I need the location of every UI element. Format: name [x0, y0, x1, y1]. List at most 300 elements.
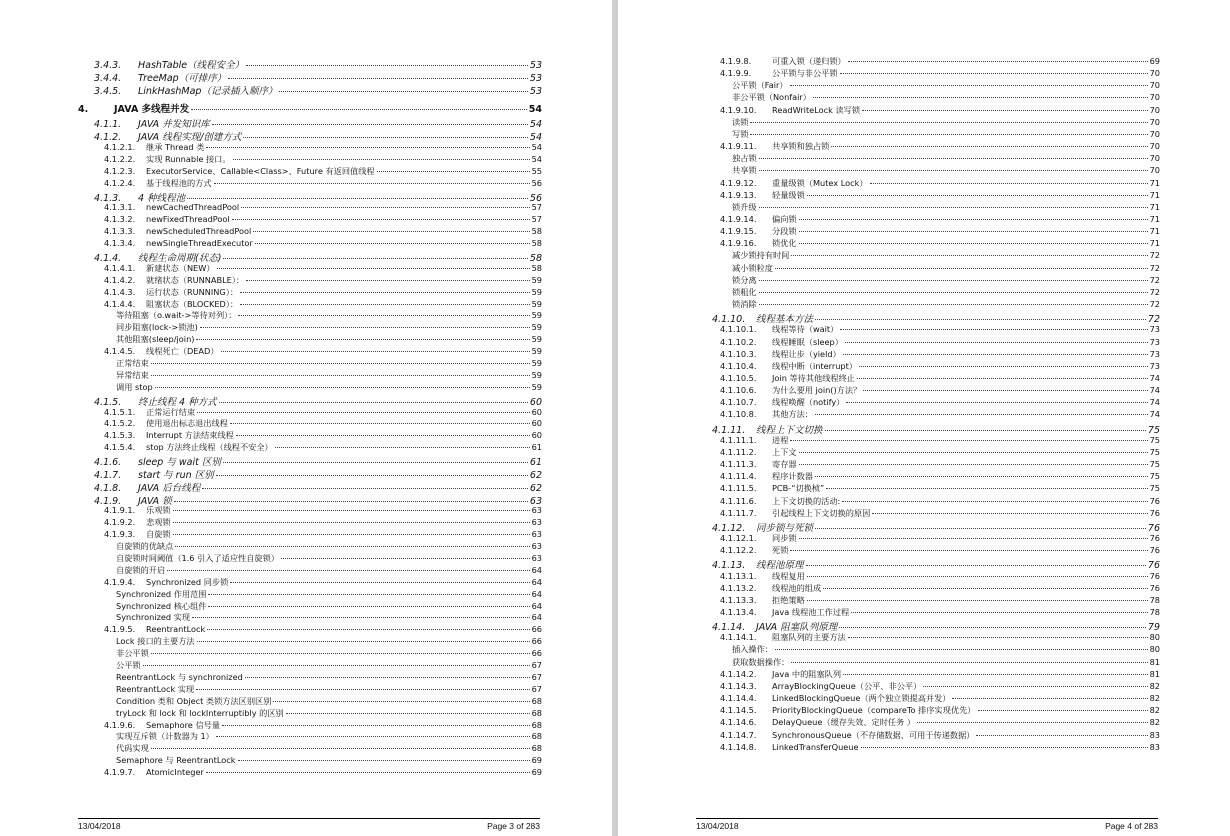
- toc-entry[interactable]: [720, 447, 1160, 458]
- toc-entry-number: 4.1.9.16.: [720, 238, 757, 249]
- toc-entry[interactable]: [712, 619, 1160, 633]
- toc-entry-title: 写锁: [732, 128, 749, 139]
- toc-entry[interactable]: [720, 397, 1160, 408]
- toc-entry-title: 阻塞队列的主要方法: [772, 632, 846, 643]
- toc-entry-page: 69: [531, 755, 542, 766]
- toc-entry[interactable]: [720, 483, 1160, 494]
- toc-entry[interactable]: [116, 731, 542, 742]
- toc-entry[interactable]: [104, 226, 542, 236]
- toc-entry[interactable]: [116, 684, 542, 695]
- toc-entry[interactable]: [732, 165, 1160, 176]
- toc-dot-leader: [923, 685, 1147, 687]
- toc-entry-page: 59: [531, 310, 542, 321]
- toc-entry-page: 63: [529, 495, 542, 507]
- toc-entry-title: 线程上下文切换: [756, 424, 823, 436]
- toc-entry[interactable]: [116, 612, 542, 623]
- toc-entry-page: 71: [1149, 238, 1160, 249]
- toc-entry-number: 4.1.10.1.: [720, 324, 757, 335]
- toc-entry[interactable]: [712, 422, 1160, 436]
- toc-entry[interactable]: [116, 382, 542, 393]
- toc-entry[interactable]: [712, 557, 1160, 571]
- toc-entry-page: 70: [1149, 128, 1160, 139]
- toc-entry-title: 同步阻塞(lock->锁池): [116, 322, 198, 333]
- toc-entry[interactable]: [116, 636, 542, 647]
- toc-entry[interactable]: [720, 68, 1160, 79]
- toc-dot-leader: [200, 326, 530, 328]
- toc-entry[interactable]: [116, 743, 542, 754]
- toc-entry-page: 76: [1149, 495, 1160, 506]
- toc-entry-page: 74: [1149, 397, 1160, 408]
- toc-entry[interactable]: [104, 178, 542, 189]
- toc-entry-page: 75: [1149, 459, 1160, 470]
- toc-dot-leader: [813, 96, 1148, 98]
- toc-entry-page: 74: [1149, 409, 1160, 420]
- toc-dot-leader: [240, 303, 529, 305]
- toc-entry-number: 4.1.6.: [94, 457, 122, 469]
- toc-entry-number: 4.1.9.12.: [720, 177, 757, 188]
- toc-dot-leader: [790, 439, 1147, 441]
- toc-entry-title: 拒绝策略: [772, 594, 805, 605]
- toc-entry-page: 63: [531, 541, 542, 551]
- toc-entry[interactable]: [732, 275, 1160, 286]
- toc-entry[interactable]: [732, 263, 1160, 274]
- toc-entry-title: 共享锁: [732, 165, 757, 176]
- toc-entry[interactable]: [104, 505, 542, 516]
- toc-dot-leader: [246, 64, 528, 66]
- toc-dot-leader: [175, 545, 529, 547]
- toc-entry[interactable]: [104, 767, 542, 777]
- toc-entry[interactable]: [732, 202, 1160, 213]
- toc-dot-leader: [230, 422, 530, 424]
- toc-entry-title: ReentrantLock 与 synchronized: [116, 671, 243, 682]
- toc-entry-page: 59: [531, 334, 542, 345]
- toc-entry[interactable]: [116, 660, 542, 671]
- toc-dot-leader: [151, 374, 530, 376]
- toc-dot-leader: [253, 230, 529, 232]
- toc-entry[interactable]: [720, 459, 1160, 470]
- page-footer-left: [78, 818, 540, 831]
- toc-entry-page: 59: [531, 322, 542, 333]
- toc-entry-page: 60: [531, 430, 542, 441]
- toc-dot-leader: [840, 328, 1147, 330]
- toc-entry-title: 公平锁与非公平锁: [772, 68, 838, 79]
- toc-dot-leader: [851, 611, 1147, 613]
- toc-entry-title: 进程: [772, 434, 789, 445]
- toc-entry[interactable]: [116, 541, 542, 552]
- toc-entry-title: 减少锁持有时间: [732, 250, 790, 261]
- toc-entry-page: 59: [531, 298, 542, 309]
- toc-entry-page: 71: [1149, 177, 1160, 188]
- toc-entry[interactable]: [720, 730, 1160, 741]
- toc-entry-number: 4.1.9.4.: [104, 576, 136, 587]
- toc-entry-page: 64: [531, 588, 542, 599]
- toc-entry[interactable]: [116, 696, 542, 707]
- toc-dot-leader: [167, 569, 529, 571]
- toc-dot-leader: [206, 146, 529, 148]
- toc-entry-page: 55: [531, 165, 542, 176]
- toc-entry[interactable]: [720, 178, 1160, 189]
- toc-entry-number: 4.1.10.: [712, 314, 746, 326]
- toc-entry[interactable]: [732, 657, 1160, 668]
- toc-entry[interactable]: [720, 361, 1160, 372]
- toc-entry-number: 4.1.10.5.: [720, 372, 757, 383]
- toc-entry[interactable]: [104, 154, 542, 165]
- toc-entry[interactable]: [720, 471, 1160, 482]
- toc-entry[interactable]: [104, 517, 542, 528]
- toc-entry[interactable]: [732, 80, 1160, 91]
- toc-dot-leader: [815, 527, 1146, 529]
- toc-entry[interactable]: [104, 720, 542, 731]
- toc-entry[interactable]: [116, 601, 542, 612]
- toc-entry-title: ExecutorService、Callable<Class>、Future 有返回值线程: [146, 165, 375, 176]
- toc-entry-page: 72: [1147, 314, 1160, 326]
- toc-entry-number: 4.1.3.4.: [104, 238, 136, 249]
- toc-entry-number: 4.1.14.: [712, 622, 746, 634]
- toc-entry-number: 4.1.14.7.: [720, 729, 757, 740]
- toc-entry-page: 76: [1149, 582, 1160, 593]
- toc-entry[interactable]: [720, 373, 1160, 384]
- toc-dot-leader: [151, 652, 530, 654]
- toc-dot-leader: [174, 500, 528, 502]
- toc-entry[interactable]: [116, 589, 542, 600]
- toc-entry-number: 4.1.10.8.: [720, 409, 757, 420]
- toc-entry-page: 58: [531, 226, 542, 237]
- toc-entry[interactable]: [104, 275, 542, 286]
- toc-entry-page: 59: [531, 346, 542, 357]
- toc-entry[interactable]: [720, 409, 1160, 420]
- toc-entry-page: 82: [1149, 717, 1160, 728]
- toc-entry[interactable]: [104, 346, 542, 357]
- toc-entry[interactable]: [732, 129, 1160, 140]
- toc-entry[interactable]: [116, 358, 542, 369]
- toc-entry-number: 4.1.11.2.: [720, 446, 757, 457]
- toc-entry-title: 继承 Thread 类: [146, 142, 205, 152]
- toc-entry-number: 4.1.11.7.: [720, 507, 757, 518]
- toc-entry-page: 53: [529, 85, 542, 97]
- toc-entry[interactable]: [104, 202, 542, 212]
- toc-entry-number: 4.1.7.: [94, 469, 122, 481]
- toc-entry-number: 4.1.14.1.: [720, 632, 757, 643]
- toc-dot-leader: [206, 771, 530, 773]
- toc-entry-number: 4.1.10.3.: [720, 348, 757, 359]
- toc-entry-title: 轻量级锁: [772, 189, 805, 200]
- toc-entry[interactable]: [116, 334, 542, 345]
- toc-dot-leader: [807, 575, 1148, 577]
- toc-entry-title: ReentrantLock: [146, 624, 206, 635]
- toc-entry[interactable]: [720, 141, 1160, 152]
- toc-dot-leader: [976, 734, 1147, 736]
- toc-entry-title: Java 中的阻塞队列: [772, 668, 842, 679]
- toc-entry-title: 公平锁（Fair）: [732, 80, 788, 91]
- toc-entry[interactable]: [104, 442, 542, 453]
- toc-entry[interactable]: [116, 310, 542, 321]
- toc-entry-title: 独占锁: [732, 153, 757, 164]
- toc-dot-leader: [219, 401, 528, 403]
- toc-dot-leader: [151, 747, 530, 749]
- toc-entry[interactable]: [720, 717, 1160, 728]
- toc-entry[interactable]: [720, 705, 1160, 716]
- toc-entry-number: 4.1.12.2.: [720, 545, 757, 556]
- toc-entry[interactable]: [720, 105, 1160, 116]
- toc-entry-number: 3.4.3.: [94, 60, 122, 71]
- toc-dot-leader: [799, 242, 1148, 244]
- toc-entry-title: HashTable（线程安全）: [138, 60, 245, 71]
- toc-dot-leader: [870, 182, 1148, 184]
- toc-entry[interactable]: [104, 407, 542, 418]
- toc-entry[interactable]: [78, 101, 542, 115]
- toc-entry-number: 4.1.12.: [712, 522, 746, 534]
- toc-entry-title: 自旋锁: [146, 529, 171, 540]
- toc-entry[interactable]: [94, 83, 542, 97]
- toc-entry-page: 74: [1149, 372, 1160, 383]
- toc-entry-page: 72: [1149, 286, 1160, 297]
- toc-entry-title: 引起线程上下文切换的原因: [772, 507, 871, 518]
- toc-dot-leader: [216, 735, 530, 737]
- toc-entry[interactable]: [732, 117, 1160, 128]
- toc-entry[interactable]: [104, 287, 542, 298]
- toc-dot-leader: [187, 197, 528, 199]
- toc-entry-number: 4.1.9.13.: [720, 189, 757, 200]
- toc-entry-title: 就绪状态（RUNNABLE）：: [146, 274, 245, 285]
- toc-entry-title: 线程生命周期(状态): [138, 253, 222, 264]
- toc-entry-page: 82: [1149, 705, 1160, 716]
- toc-entry-page: 70: [1149, 92, 1160, 103]
- toc-entry[interactable]: [720, 238, 1160, 249]
- toc-entry-page: 68: [531, 743, 542, 754]
- toc-entry-title: 线程复用: [772, 570, 805, 581]
- toc-entry[interactable]: [104, 577, 542, 588]
- toc-entry[interactable]: [720, 545, 1160, 556]
- toc-dot-leader: [799, 537, 1148, 539]
- toc-entry[interactable]: [720, 226, 1160, 237]
- toc-entry-page: 70: [1149, 80, 1160, 91]
- toc-entry-title: Semaphore 与 ReentrantLock: [116, 755, 236, 766]
- toc-entry-page: 75: [1147, 424, 1160, 436]
- toc-entry-title: JAVA 多线程并发: [114, 104, 190, 116]
- toc-entry-title: 同步锁与死锁: [756, 522, 814, 534]
- toc-entry[interactable]: [104, 214, 542, 224]
- toc-entry-page: 73: [1149, 348, 1160, 359]
- toc-entry[interactable]: [116, 553, 542, 564]
- toc-dot-leader: [840, 72, 1148, 74]
- toc-entry-number: 4.1.5.2.: [104, 418, 136, 429]
- toc-entry-page: 54: [529, 119, 542, 131]
- toc-entry-page: 76: [1147, 560, 1160, 572]
- toc-entry-page: 82: [1149, 693, 1160, 704]
- toc-dot-leader: [255, 242, 530, 244]
- toc-entry-number: 4.1.9.10.: [720, 104, 757, 115]
- toc-entry-number: 4.1.5.4.: [104, 442, 136, 453]
- toc-entry-title: PriorityBlockingQueue（compareTo 排序实现优先）: [772, 705, 976, 716]
- toc-dot-leader: [217, 267, 530, 269]
- toc-entry-page: 71: [1149, 189, 1160, 200]
- toc-entry-title: 自旋锁的开启: [116, 564, 166, 575]
- toc-entry-page: 57: [531, 214, 542, 225]
- toc-entry-page: 67: [531, 683, 542, 694]
- toc-page-right: [618, 0, 1230, 836]
- toc-dot-leader: [861, 746, 1148, 748]
- toc-entry[interactable]: [116, 648, 542, 659]
- toc-entry-page: 72: [1149, 250, 1160, 261]
- toc-dot-leader: [208, 605, 529, 607]
- toc-entry-title: 线程等待（wait）: [772, 324, 839, 335]
- toc-entry-page: 73: [1149, 336, 1160, 347]
- toc-entry-page: 64: [531, 600, 542, 611]
- toc-dot-leader: [843, 353, 1148, 355]
- toc-entry-number: 4.1.11.4.: [720, 471, 757, 482]
- page-footer-right: [696, 818, 1158, 831]
- footer-date-left: 13/04/2018: [78, 821, 121, 831]
- toc-entry-number: 4.1.2.2.: [104, 153, 136, 164]
- toc-entry[interactable]: [720, 583, 1160, 594]
- toc-entry-title: 可重入锁（递归锁）: [772, 56, 846, 66]
- toc-dot-leader: [232, 218, 530, 220]
- toc-entry[interactable]: [116, 755, 542, 766]
- toc-entry[interactable]: [720, 571, 1160, 582]
- toc-entry[interactable]: [720, 669, 1160, 680]
- toc-entry-page: 60: [531, 418, 542, 429]
- toc-entry[interactable]: [720, 632, 1160, 643]
- toc-entry[interactable]: [720, 435, 1160, 446]
- toc-entry[interactable]: [720, 337, 1160, 348]
- toc-dot-leader: [208, 593, 529, 595]
- toc-entry-title: 共享锁和独占锁: [772, 141, 830, 152]
- toc-entry-page: 64: [531, 564, 542, 575]
- toc-entry[interactable]: [732, 299, 1160, 310]
- toc-entry[interactable]: [712, 311, 1160, 325]
- toc-dot-leader: [207, 628, 529, 630]
- toc-entry-number: 4.1.2.1.: [104, 142, 136, 152]
- toc-entry[interactable]: [720, 681, 1160, 692]
- toc-entry-title: LinkedTransferQueue: [772, 741, 859, 752]
- toc-dot-leader: [791, 254, 1147, 256]
- toc-entry-number: 4.1.13.1.: [720, 570, 757, 581]
- toc-entry[interactable]: [720, 324, 1160, 335]
- toc-entry-page: 72: [1149, 262, 1160, 273]
- toc-entry[interactable]: [732, 250, 1160, 261]
- toc-entry[interactable]: [720, 533, 1160, 544]
- toc-entry-page: 80: [1149, 644, 1160, 655]
- footer-page-number-left: Page 3 of 283: [487, 821, 540, 831]
- toc-dot-leader: [238, 759, 530, 761]
- toc-entry[interactable]: [116, 672, 542, 683]
- toc-entry-title: 非公平锁: [116, 648, 149, 659]
- toc-entry-page: 75: [1149, 483, 1160, 494]
- toc-entry-page: 81: [1149, 668, 1160, 679]
- toc-entry-title: 公平锁: [116, 660, 141, 670]
- toc-entry[interactable]: [732, 92, 1160, 103]
- toc-entry[interactable]: [720, 595, 1160, 606]
- toc-entry[interactable]: [720, 349, 1160, 360]
- toc-entry-page: 72: [1149, 274, 1160, 285]
- toc-entry[interactable]: [732, 644, 1160, 655]
- toc-entry-title: ReentrantLock 实现: [116, 683, 195, 694]
- toc-entry-number: 4.1.10.6.: [720, 385, 757, 396]
- toc-entry[interactable]: [104, 299, 542, 310]
- toc-entry[interactable]: [104, 430, 542, 441]
- toc-entry[interactable]: [116, 708, 542, 719]
- toc-entry-number: 4.1.9.1.: [104, 505, 136, 516]
- toc-entry-title: 正常运行结束: [146, 406, 196, 417]
- toc-entry-title: 锁分离: [732, 274, 757, 285]
- toc-dot-leader: [202, 487, 528, 489]
- toc-entry-page: 82: [1149, 680, 1160, 691]
- toc-entry[interactable]: [104, 418, 542, 429]
- toc-dot-leader: [815, 475, 1148, 477]
- toc-entry[interactable]: [116, 370, 542, 381]
- toc-entry-title: 终止线程 4 种方式: [138, 396, 217, 408]
- toc-entry-title: 死锁: [772, 545, 789, 556]
- toc-entry-page: 61: [531, 442, 542, 453]
- toc-entry[interactable]: [104, 238, 542, 248]
- toc-entry[interactable]: [104, 529, 542, 540]
- toc-entry-page: 59: [531, 358, 542, 368]
- toc-entry-page: 68: [531, 731, 542, 742]
- toc-entry-title: 线程池的组成: [772, 582, 822, 593]
- toc-entry[interactable]: [720, 385, 1160, 396]
- toc-dot-leader: [791, 661, 1147, 663]
- toc-dot-leader: [233, 158, 530, 160]
- toc-entry-number: 4.1.9.7.: [104, 767, 136, 778]
- toc-entry[interactable]: [104, 142, 542, 153]
- toc-entry-page: 72: [1149, 299, 1160, 309]
- toc-entry[interactable]: [720, 214, 1160, 225]
- toc-dot-leader: [848, 60, 1148, 62]
- toc-entry-title: DelayQueue（缓存失效、定时任务 ）: [772, 717, 916, 728]
- toc-entry[interactable]: [720, 693, 1160, 704]
- toc-entry[interactable]: [104, 166, 542, 177]
- toc-entry-number: 4.1.9.5.: [104, 624, 136, 635]
- toc-entry[interactable]: [104, 263, 542, 274]
- toc-entry[interactable]: [732, 153, 1160, 164]
- toc-entry[interactable]: [720, 607, 1160, 618]
- toc-entry-number: 4.1.2.3.: [104, 165, 136, 176]
- toc-dot-leader: [799, 451, 1148, 453]
- toc-entry[interactable]: [720, 190, 1160, 201]
- toc-dot-leader: [212, 123, 528, 125]
- toc-entry-page: 70: [1149, 116, 1160, 127]
- toc-entry-title: Synchronized 作用范围: [116, 588, 207, 599]
- toc-entry[interactable]: [712, 520, 1160, 534]
- toc-entry[interactable]: [720, 742, 1160, 752]
- toc-entry-title: Join 等待其他线程终止: [772, 372, 855, 383]
- toc-dot-leader: [831, 145, 1147, 147]
- toc-entry-title: Synchronized 同步锁: [146, 576, 229, 587]
- toc-entry[interactable]: [720, 56, 1160, 67]
- toc-entry[interactable]: [116, 565, 542, 576]
- toc-entry-title: JAVA 后台线程: [138, 482, 201, 494]
- toc-entry[interactable]: [732, 287, 1160, 298]
- toc-entry[interactable]: [720, 496, 1160, 507]
- toc-entry[interactable]: [116, 322, 542, 333]
- toc-entry-title: 运行状态（RUNNING）：: [146, 286, 239, 297]
- toc-entry-title: SynchronousQueue（不存储数据、可用于传递数据）: [772, 729, 975, 740]
- toc-entry-title: 寄存器: [772, 459, 797, 470]
- toc-entry-number: 4.1.14.5.: [720, 705, 757, 716]
- toc-entry[interactable]: [104, 624, 542, 634]
- toc-entry-number: 4.1.5.1.: [104, 406, 136, 417]
- toc-entry-page: 53: [529, 72, 542, 84]
- toc-dot-leader: [143, 664, 530, 666]
- toc-dot-leader: [790, 549, 1147, 551]
- toc-dot-leader: [863, 389, 1147, 391]
- toc-dot-leader: [759, 303, 1148, 305]
- toc-entry-page: 71: [1149, 226, 1160, 237]
- toc-entry-number: 4.1.9.11.: [720, 141, 757, 152]
- toc-entry[interactable]: [720, 508, 1160, 519]
- toc-dot-leader: [228, 77, 528, 79]
- toc-entry-number: 4.1.2.: [94, 132, 122, 144]
